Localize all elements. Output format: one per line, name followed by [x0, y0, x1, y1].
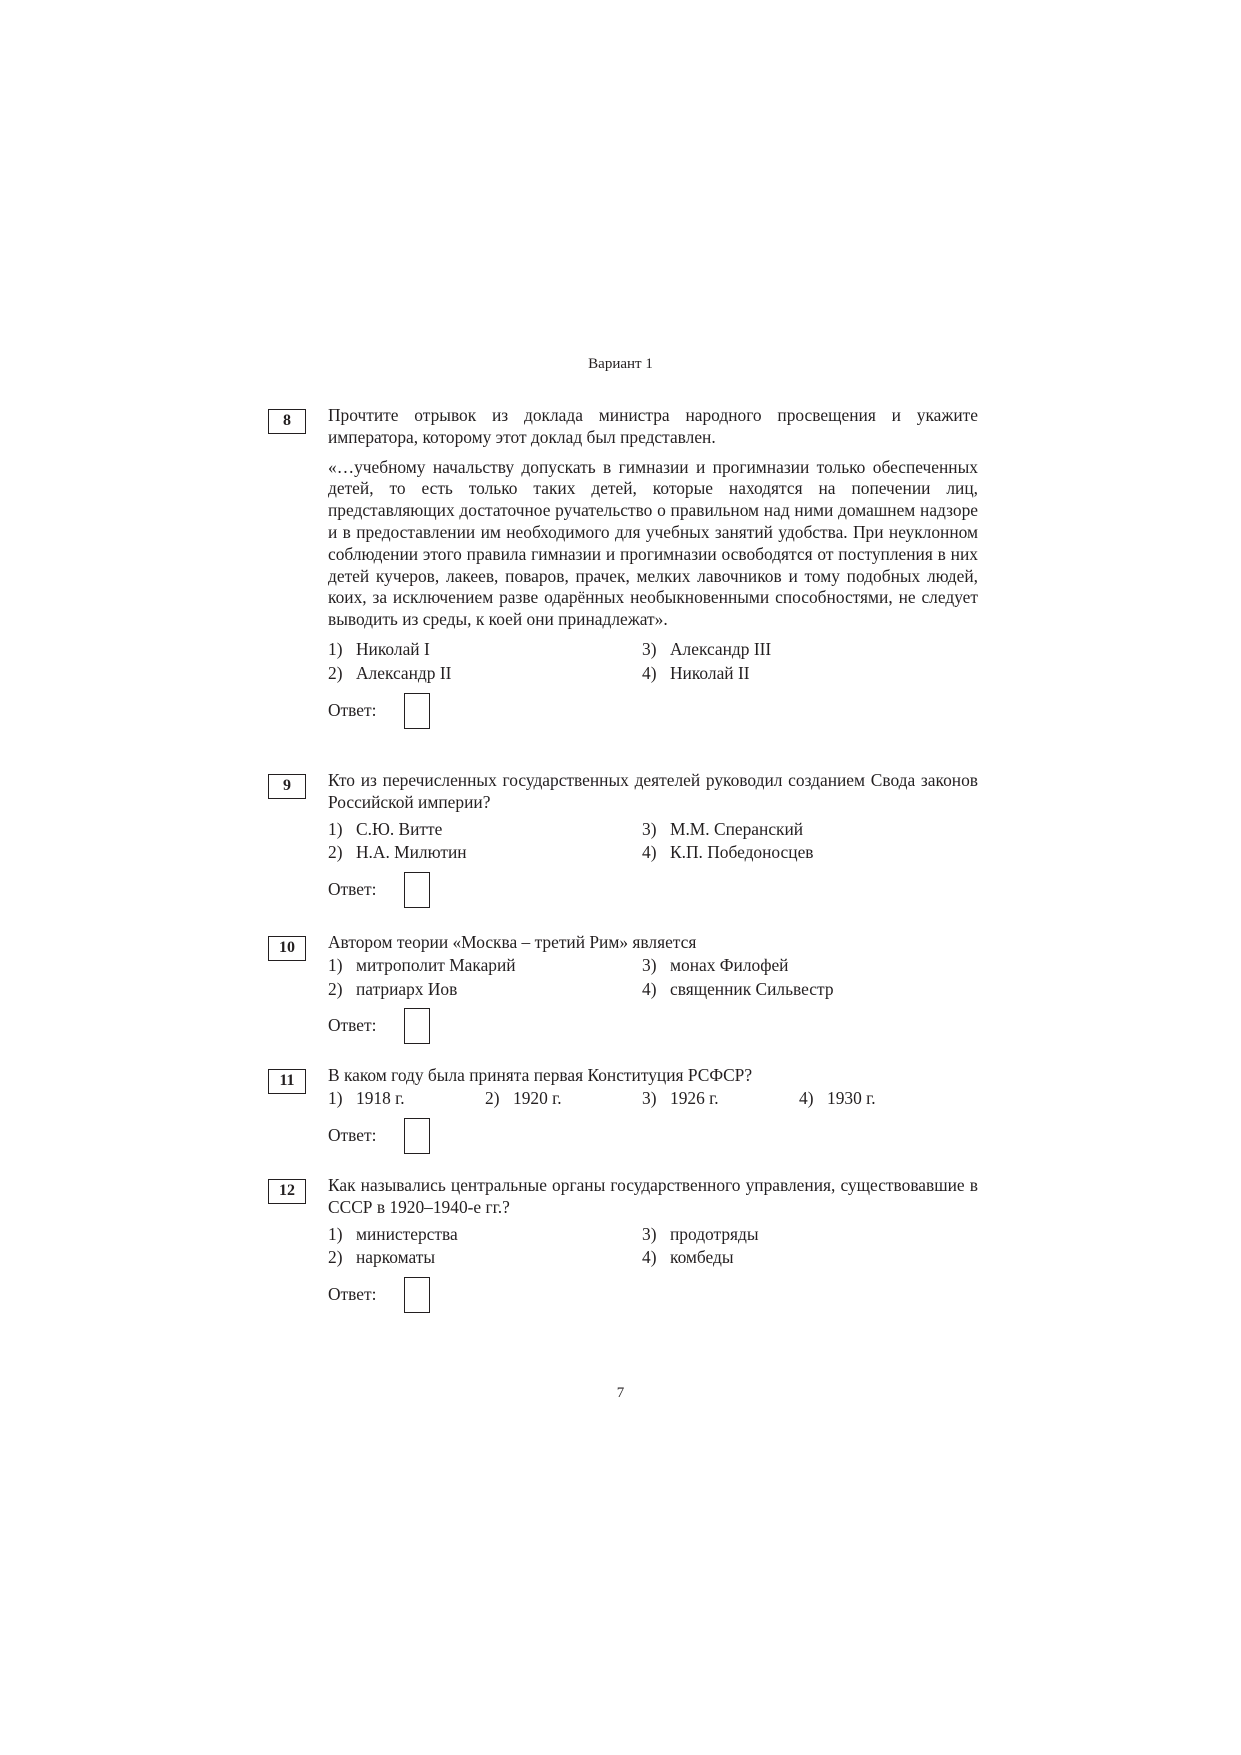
option-4: 4) комбеды — [642, 1247, 734, 1268]
option-4: 4) Николай II — [642, 662, 750, 683]
option-4: 4) священник Сильвестр — [642, 978, 834, 999]
question-text: В каком году была принята первая Конституция РСФСР? — [328, 1065, 753, 1085]
options-grid — [328, 955, 978, 1001]
option-3: 3) Александр III — [642, 638, 772, 659]
answer-box[interactable] — [404, 1277, 430, 1313]
quote-text: «…учебному начальству допускать в гимназии и прогимназии только обеспеченных детей, то есть только таких детей, которые находятся на попечении лиц, представляющих достаточное ручательство о правильном над ними домашнем надзоре и в предоставлении им необходимого для учебных занятий удобства. При неуклонном соблюдении этого правила гимназии и прогимназии освободятся от поступления в них детей кучеров, лакеев, поваров, прачек, мелких лавочников и тому подобных людей, коих, за исключением разве одарённых необыкновенными способностями, не следует выводить из среды, к коей они принадлежат». — [328, 456, 978, 630]
task-number: 9 — [268, 774, 306, 799]
task-number: 11 — [268, 1069, 306, 1094]
question-text: Автором теории «Москва – третий Рим» является — [328, 932, 697, 952]
option-1: 1) митрополит Макарий — [328, 954, 516, 975]
task-content — [328, 932, 978, 1044]
option-2: 2) Н.А. Милютин — [328, 842, 467, 863]
answer-row — [328, 693, 978, 729]
task-number: 12 — [268, 1179, 306, 1204]
option-2: 2) патриарх Иов — [328, 978, 458, 999]
option-4: 4) К.П. Победоносцев — [642, 842, 814, 863]
options-row — [328, 1088, 978, 1110]
option-1: 1) 1918 г. — [328, 1087, 405, 1108]
option-1: 1) С.Ю. Витте — [328, 818, 443, 839]
variant-header: Вариант 1 — [588, 356, 653, 372]
options-grid — [328, 1224, 978, 1270]
answer-row — [328, 872, 978, 908]
option-3: 3) монах Филофей — [642, 954, 789, 975]
answer-row — [328, 1008, 978, 1044]
task-content — [328, 1175, 978, 1313]
page-number: 7 — [616, 1385, 625, 1401]
answer-label: Ответ: — [328, 1124, 377, 1145]
question-text: Как назывались центральные органы государственного управления, существовавшие в СССР в 1920–1940-е гг.? — [328, 1175, 978, 1217]
answer-label: Ответ: — [328, 699, 377, 720]
task-number: 8 — [268, 409, 306, 434]
options-grid — [328, 639, 978, 685]
option-4: 4) 1930 г. — [799, 1087, 876, 1108]
answer-box[interactable] — [404, 1118, 430, 1154]
answer-box[interactable] — [404, 693, 430, 729]
task-content — [328, 1065, 978, 1154]
answer-label: Ответ: — [328, 1015, 377, 1036]
task-content — [328, 770, 978, 908]
options-grid — [328, 819, 978, 865]
answer-row — [328, 1118, 978, 1154]
task-content — [328, 405, 978, 729]
answer-row — [328, 1277, 978, 1313]
answer-box[interactable] — [404, 872, 430, 908]
option-2: 2) Александр II — [328, 662, 452, 683]
option-3: 3) продотряды — [642, 1223, 759, 1244]
answer-label: Ответ: — [328, 879, 377, 900]
option-1: 1) Николай I — [328, 638, 430, 659]
answer-box[interactable] — [404, 1008, 430, 1044]
answer-label: Ответ: — [328, 1284, 377, 1305]
option-2: 2) наркоматы — [328, 1247, 436, 1268]
option-3: 3) М.М. Сперанский — [642, 818, 804, 839]
option-3: 3) 1926 г. — [642, 1087, 719, 1108]
question-text: Кто из перечисленных государственных деятелей руководил созданием Свода законов Российской империи? — [328, 770, 978, 812]
task-number: 10 — [268, 936, 306, 961]
option-1: 1) министерства — [328, 1223, 458, 1244]
question-text: Прочтите отрывок из доклада министра народного просвещения и укажите императора, которому этот доклад был представлен. — [328, 405, 978, 447]
option-2: 2) 1920 г. — [485, 1087, 562, 1108]
